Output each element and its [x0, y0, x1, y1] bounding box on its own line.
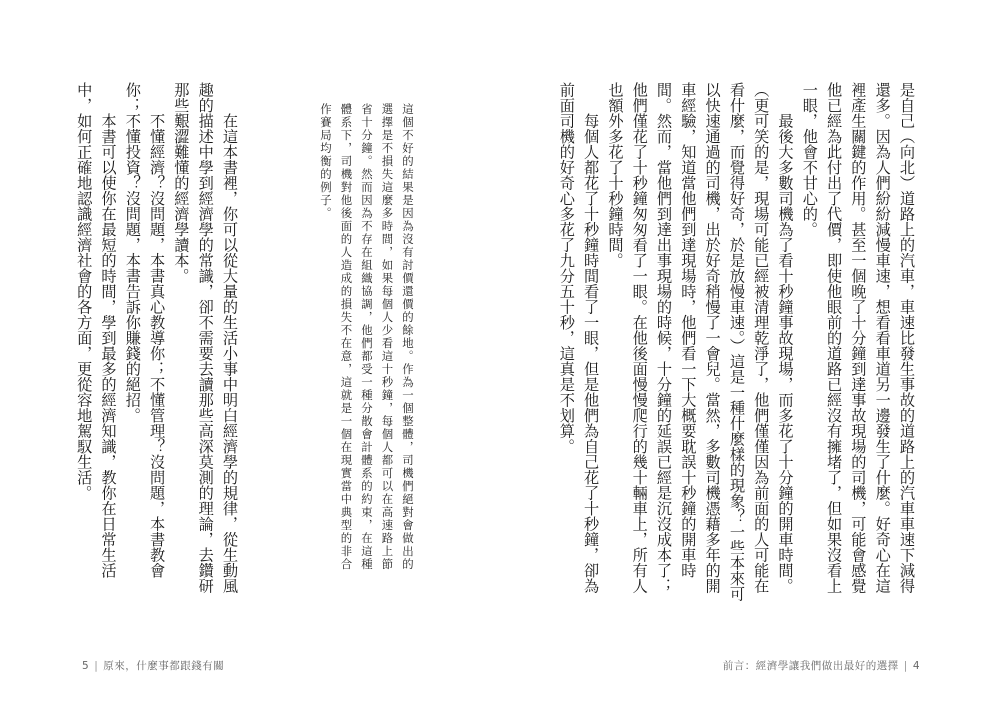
footer-divider: | — [903, 660, 908, 672]
left-page-note-text: 這個不好的結果是因為沒有討價還價的餘地。作為一個整體，司機們絕對會做出的選擇是不損失這麼多時間，如果每個人少看這十秒鐘，每個人都可以在高速路上節省十分鐘。然而因為不存在組織協調，他們都受一種分散會計體系的約束，在這種體系下，司機對他後面的人造成的損失不在意，這就是一個在現實當中典型的非合作賽局均衡的例子。 — [319, 103, 415, 571]
left-page-body-text: 在這本書裡，你可以從大量的生活小事中明白經濟學的規律，從生動風趣的描述中學到經濟學的常識，卻不需要去讀那些高深莫測的理論，去鑽研那些艱澀難懂的經濟學讀本。 不懂經濟？沒問題，本書真心教導你；不懂管理？沒問題，本書教會你；不懂投資？沒問題，本書告訴你賺錢的絕招。 本書可以使你在最短的時間，學到最多的經濟知識，教你在日常生活中，如何正確地認識經濟社會的各方面，更從容地駕馭生活。 — [75, 82, 239, 594]
left-running-title: 原來，什麼事都跟錢有關 — [103, 660, 225, 672]
right-page-body-text: 是自己（向北）道路上的汽車，車速比發生事故的道路上的汽車車速下減得還多。因為人們紛紛減慢車速，想看看車道另一邊發生了什麼。好奇心在這裡產生關鍵的作用。甚至一個晚了十分鐘到達事故現場的司機，可能會感覺他已經為此付出了代價，即使他眼前的道路已經沒有擁堵了，但如果沒看上一眼，他會不甘心的。 最後大多數司機為了看十秒鐘事故現場，而多花了十分鐘的開車時間。（更可笑的是，現場可能已經被清理乾淨了，他們僅僅因為前面的人可能在看什麼，而覺得好奇，於是放慢車速。）這是一種什麼樣的現象？一些本來可以快速通過的司機，出於好奇稍慢了一會兒。當然，多數司機憑藉多年的開車經驗，知道當他們到達現場時，他們看一下大概要耽誤十秒鐘的開車時間。然而，當他們到達出事現場的時候，十分鐘的延誤已經是沉沒成本了；他們僅花了十秒鐘匆匆看了一眼。在他後面慢慢爬行的幾十輛車上，所有人也額外多花了十秒鐘時間。 每個人都花了十秒鐘時間看了一眼，但是他們為自己花了十秒鐘，卻為前面司機的好奇心多花了九分五十秒，這真是不划算。 — [557, 82, 916, 602]
footer-divider: | — [94, 660, 99, 672]
right-running-title: 前言：經濟學讓我們做出最好的選擇 — [722, 660, 899, 672]
right-page — [500, 0, 1000, 709]
left-page-footer — [82, 658, 224, 673]
left-page-number: 5 — [82, 660, 90, 672]
right-page-footer — [723, 658, 920, 673]
right-page-number: 4 — [912, 660, 920, 672]
